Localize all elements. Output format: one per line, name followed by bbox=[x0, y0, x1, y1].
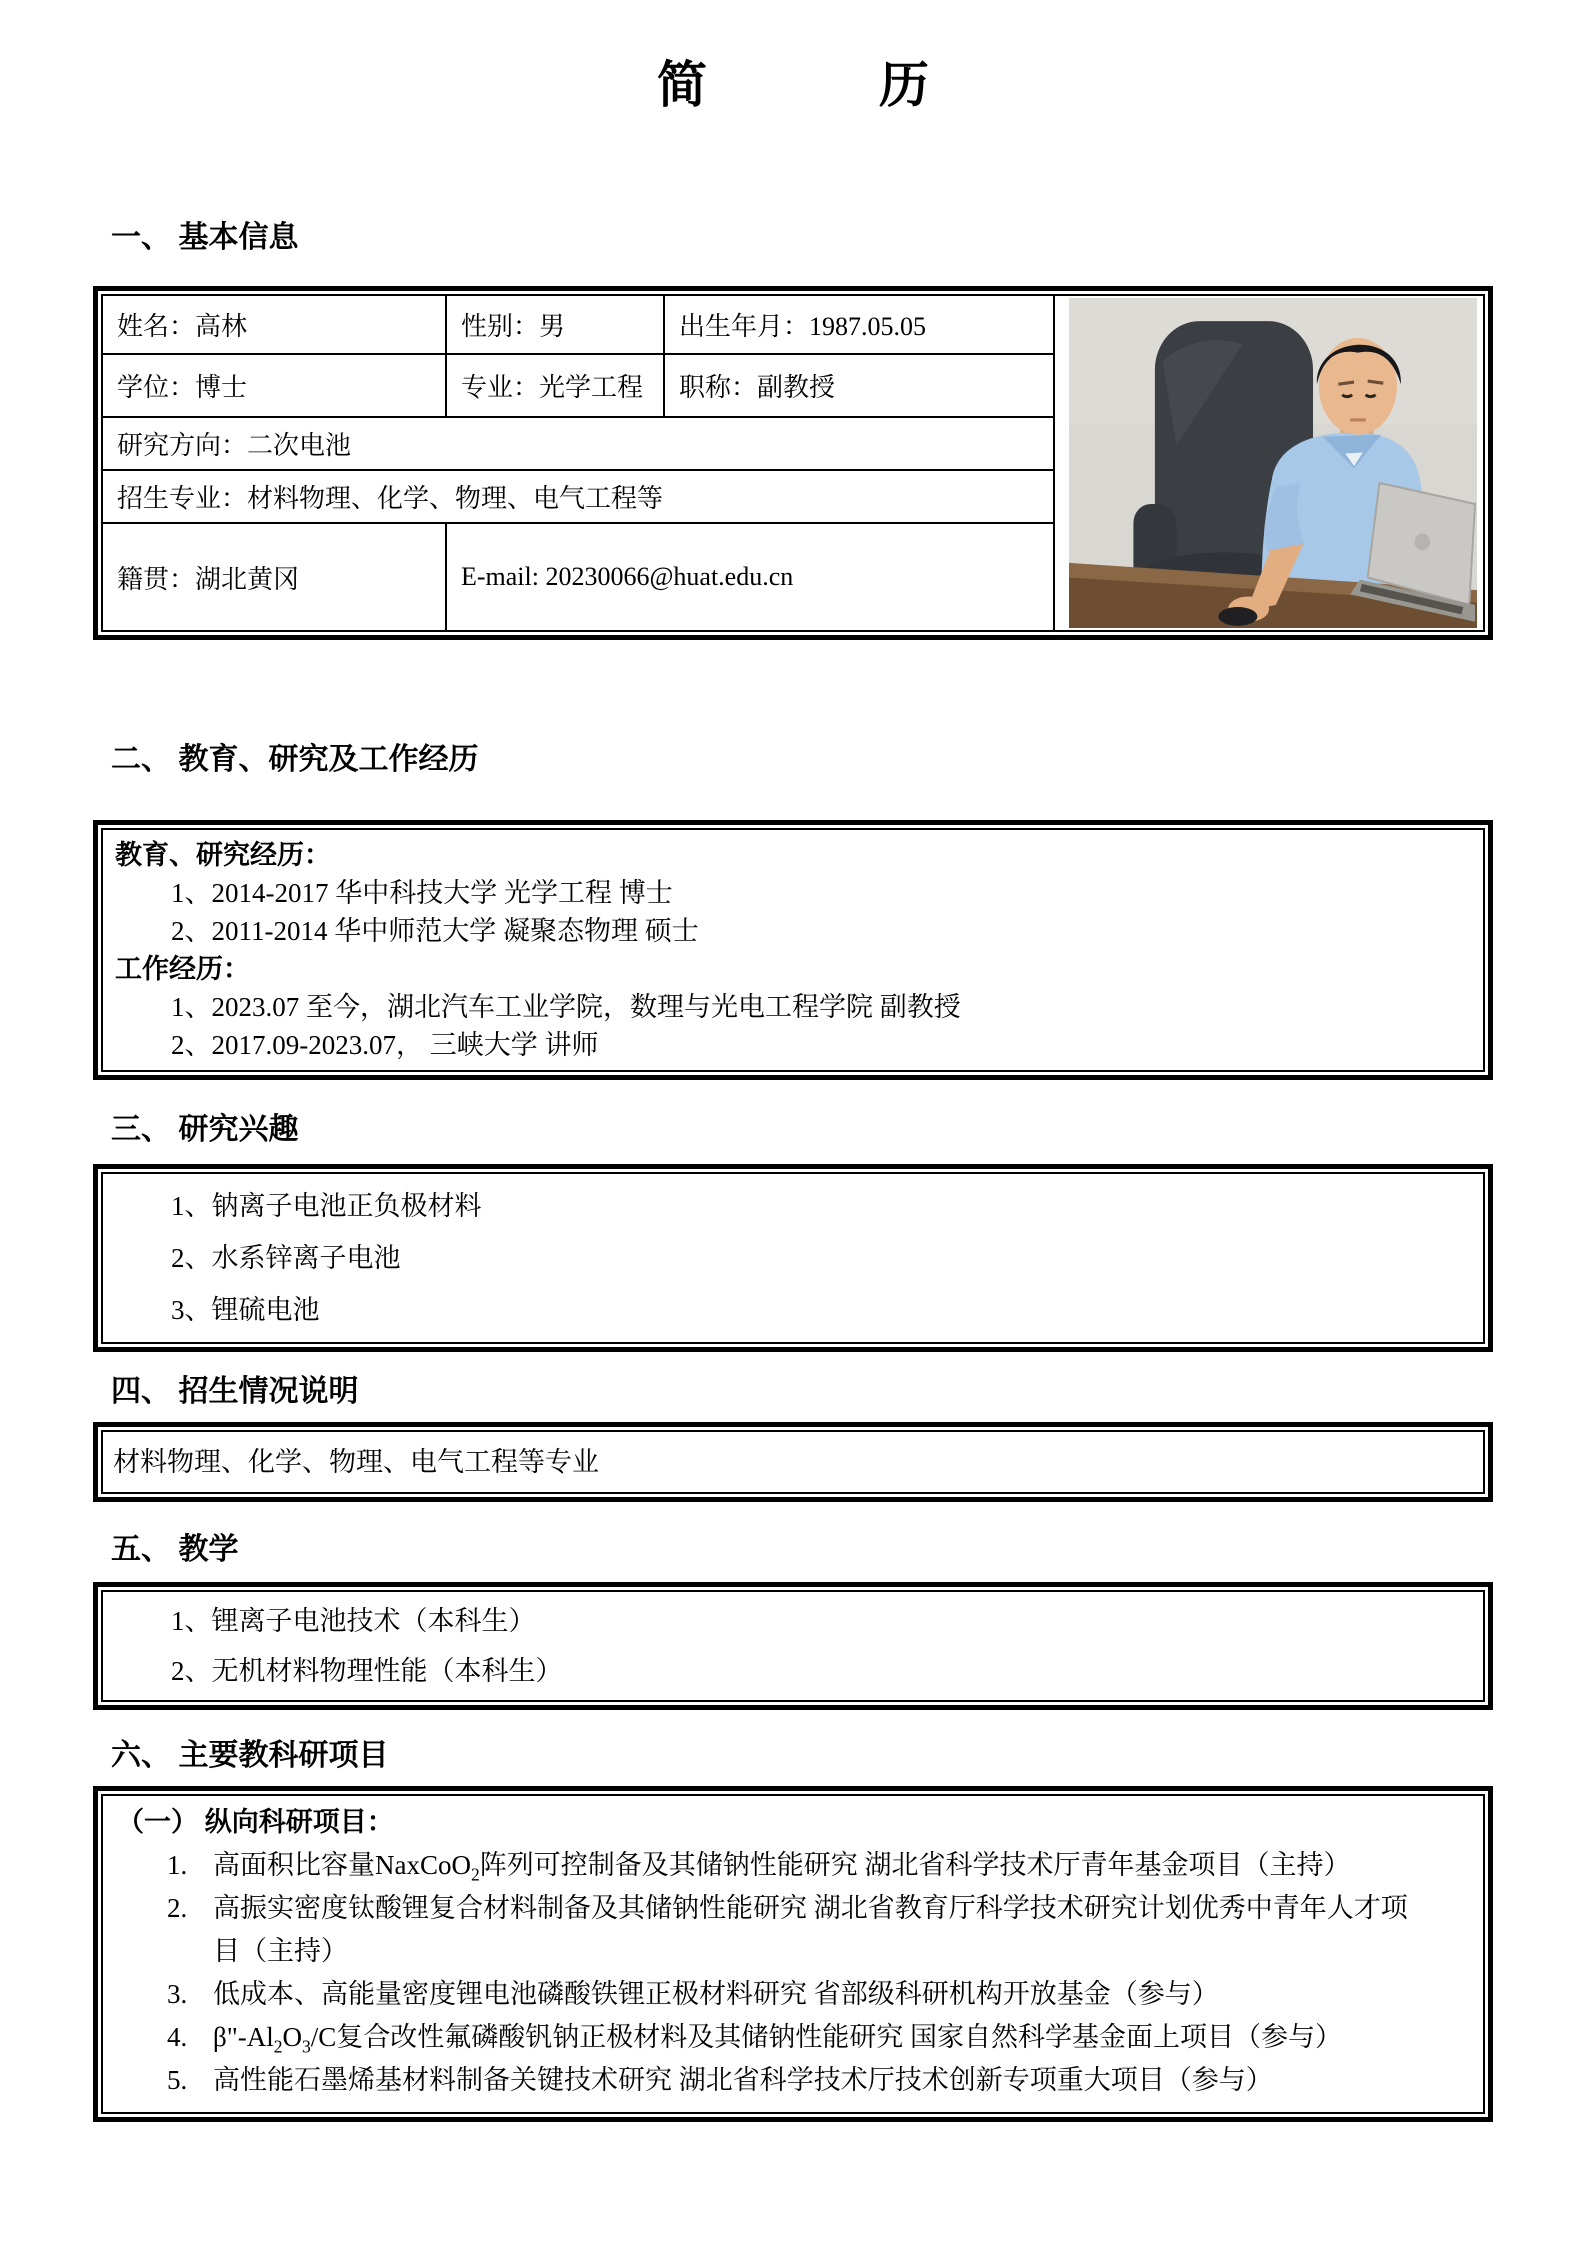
page-title-char-right: 历 bbox=[879, 57, 929, 113]
project-item bbox=[117, 1844, 1469, 1887]
degree-cell: 学位：博士 bbox=[102, 354, 446, 417]
section-heading-basic-info: 一、 基本信息 bbox=[111, 221, 299, 254]
work-group-title: 工作经历： bbox=[115, 954, 250, 984]
basic-info-table-box bbox=[93, 286, 1493, 640]
project-item bbox=[117, 2016, 1469, 2059]
major-cell: 专业：光学工程 bbox=[446, 354, 664, 417]
project-number: 4. bbox=[167, 2022, 188, 2052]
profile-photo-illustration bbox=[1069, 298, 1477, 628]
project-number: 2. bbox=[167, 1893, 188, 1923]
profile-photo bbox=[1069, 298, 1477, 628]
list-item: 2、2017.09-2023.07， 三峡大学 讲师 bbox=[171, 1030, 599, 1060]
admission-info-content: 材料物理、化学、物理、电气工程等专业 bbox=[101, 1430, 1485, 1494]
research-direction-cell: 研究方向：二次电池 bbox=[102, 417, 1054, 470]
project-text: 高面积比容量NaxCoO$_2$阵列可控制备及其储钠性能研究 湖北省科学技术厅青年基金项目（主持） bbox=[213, 1850, 1351, 1885]
section-heading-projects: 六、 主要教科研项目 bbox=[111, 1739, 389, 1772]
project-text: $\beta"-Al_2O_3/C$复合改性氟磷酸钒钠正极材料及其储钠性能研究 国家自然科学基金面上项目（参与） bbox=[213, 2022, 1343, 2057]
section-heading-education-work: 二、 教育、研究及工作经历 bbox=[111, 743, 479, 776]
birth-cell: 出生年月：1987.05.05 bbox=[664, 295, 1054, 354]
list-item: 2、2011-2014 华中师范大学 凝聚态物理 硕士 bbox=[171, 916, 699, 946]
page-title-char-left: 简 bbox=[657, 57, 707, 113]
section-heading-research-interests: 三、 研究兴趣 bbox=[111, 1113, 299, 1146]
list-item: 1、钠离子电池正负极材料 bbox=[171, 1191, 482, 1221]
info-table bbox=[101, 294, 1485, 632]
project-number: 3. bbox=[167, 1979, 188, 2009]
section-heading-teaching: 五、 教学 bbox=[111, 1533, 239, 1566]
photo-cell bbox=[1054, 295, 1484, 631]
teaching-box bbox=[93, 1582, 1493, 1710]
vertical-projects-subheading: （一） 纵向科研项目： bbox=[117, 1807, 394, 1837]
list-item: 2、水系锌离子电池 bbox=[171, 1243, 401, 1273]
project-item bbox=[117, 2059, 1469, 2102]
email-cell: E-mail: 20230066@huat.edu.cn bbox=[446, 523, 1054, 631]
list-item: 2、无机材料物理性能（本科生） bbox=[171, 1656, 563, 1686]
project-item bbox=[117, 1973, 1469, 2016]
job-title-cell: 职称：副教授 bbox=[664, 354, 1054, 417]
project-text: 高性能石墨烯基材料制备关键技术研究 湖北省科学技术厅技术创新专项重大项目（参与） bbox=[213, 2065, 1273, 2095]
projects-box bbox=[93, 1786, 1493, 2122]
research-interests-box bbox=[93, 1164, 1493, 1352]
project-number: 1. bbox=[167, 1850, 188, 1880]
education-work-box bbox=[93, 820, 1493, 1080]
list-item: 3、锂硫电池 bbox=[171, 1295, 320, 1325]
table-row bbox=[102, 295, 1484, 354]
list-item: 1、2014-2017 华中科技大学 光学工程 博士 bbox=[171, 878, 673, 908]
list-item: 1、锂离子电池技术（本科生） bbox=[171, 1606, 536, 1636]
project-item bbox=[117, 1887, 1469, 1973]
name-cell: 姓名：高林 bbox=[102, 295, 446, 354]
gender-cell: 性别：男 bbox=[446, 295, 664, 354]
hometown-cell: 籍贯：湖北黄冈 bbox=[102, 523, 446, 631]
admission-info-box bbox=[93, 1422, 1493, 1502]
project-text: 高振实密度钛酸锂复合材料制备及其储钠性能研究 湖北省教育厅科学技术研究计划优秀中青年人才项目（主持） bbox=[213, 1893, 1408, 1966]
education-group-title: 教育、研究经历： bbox=[115, 840, 331, 870]
project-number: 5. bbox=[167, 2065, 188, 2095]
recruit-major-cell: 招生专业：材料物理、化学、物理、电气工程等 bbox=[102, 470, 1054, 523]
page-title bbox=[93, 52, 1493, 118]
project-text: 低成本、高能量密度锂电池磷酸铁锂正极材料研究 省部级科研机构开放基金（参与） bbox=[213, 1979, 1219, 2009]
section-heading-admission-info: 四、 招生情况说明 bbox=[111, 1375, 359, 1408]
list-item: 1、2023.07 至今，湖北汽车工业学院，数理与光电工程学院 副教授 bbox=[171, 992, 961, 1022]
